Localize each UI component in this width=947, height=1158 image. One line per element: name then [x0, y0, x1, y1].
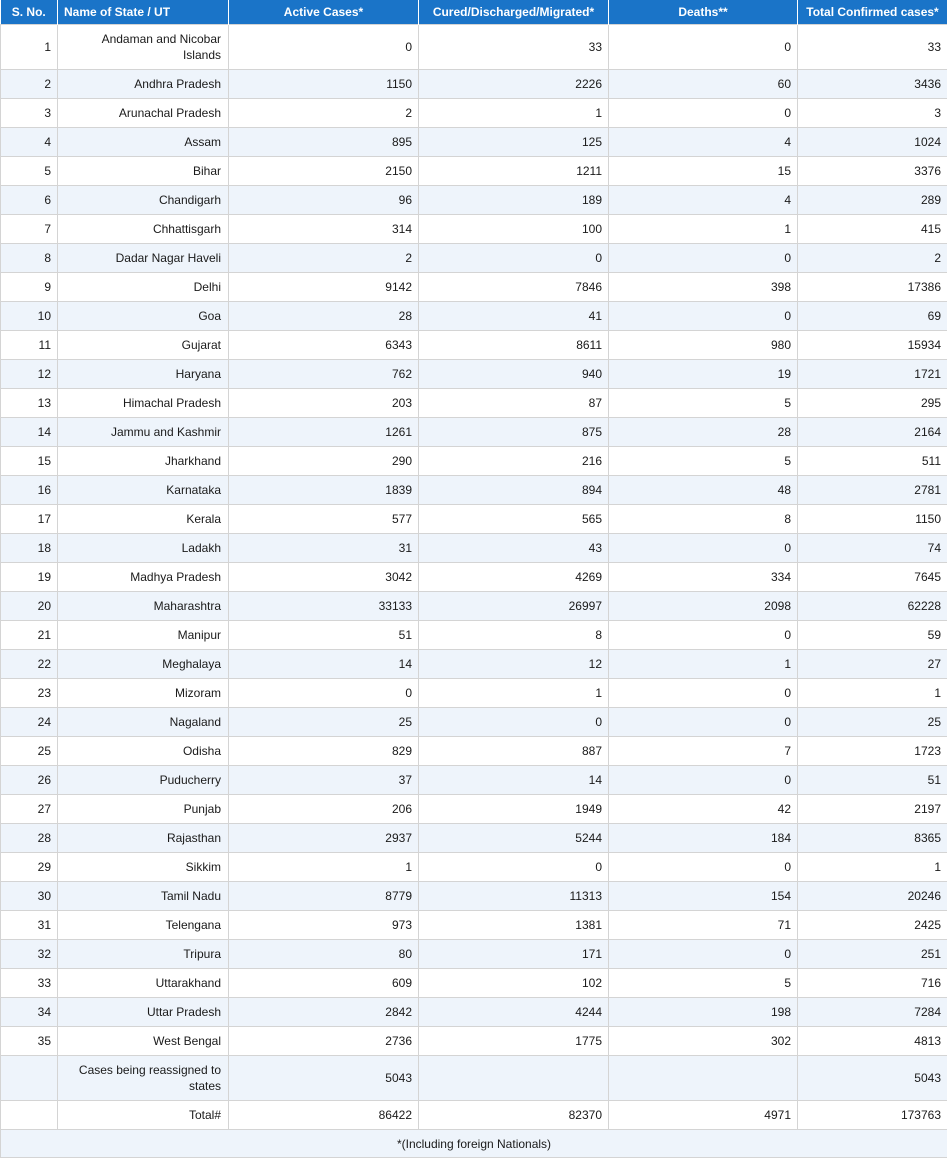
sno-cell: 1 — [1, 25, 58, 70]
sno-cell: 7 — [1, 215, 58, 244]
table-row — [1, 737, 947, 766]
table-row — [1, 534, 947, 563]
table-row — [1, 447, 947, 476]
total-confirmed-cell: 511 — [798, 447, 947, 476]
state-name-cell: Punjab — [58, 795, 229, 824]
active-cases-cell: 1 — [229, 853, 419, 882]
cured-cell: 940 — [419, 360, 609, 389]
sno-cell: 13 — [1, 389, 58, 418]
total-confirmed-cell: 5043 — [798, 1056, 947, 1101]
cured-cell — [419, 1056, 609, 1101]
state-name-cell: Himachal Pradesh — [58, 389, 229, 418]
sno-cell: 30 — [1, 882, 58, 911]
total-confirmed-cell: 3436 — [798, 70, 947, 99]
sno-cell: 12 — [1, 360, 58, 389]
state-name-cell: Madhya Pradesh — [58, 563, 229, 592]
total-confirmed-cell: 2781 — [798, 476, 947, 505]
total-confirmed-cell: 1721 — [798, 360, 947, 389]
cured-cell: 1211 — [419, 157, 609, 186]
deaths-cell: 0 — [609, 766, 798, 795]
active-cases-cell: 2150 — [229, 157, 419, 186]
state-name-cell: Cases being reassigned to states — [58, 1056, 229, 1101]
header-sno: S. No. — [1, 0, 58, 25]
total-confirmed-cell: 2164 — [798, 418, 947, 447]
cured-cell: 41 — [419, 302, 609, 331]
sno-cell: 6 — [1, 186, 58, 215]
total-confirmed-cell: 62228 — [798, 592, 947, 621]
state-name-cell: Andhra Pradesh — [58, 70, 229, 99]
deaths-cell: 5 — [609, 389, 798, 418]
deaths-cell: 4971 — [609, 1101, 798, 1130]
cured-cell: 2226 — [419, 70, 609, 99]
table-row — [1, 766, 947, 795]
state-name-cell: Jammu and Kashmir — [58, 418, 229, 447]
deaths-cell: 0 — [609, 244, 798, 273]
cured-cell: 1381 — [419, 911, 609, 940]
deaths-cell: 5 — [609, 969, 798, 998]
active-cases-cell: 206 — [229, 795, 419, 824]
sno-cell: 25 — [1, 737, 58, 766]
sno-cell: 21 — [1, 621, 58, 650]
total-confirmed-cell: 251 — [798, 940, 947, 969]
total-confirmed-cell: 15934 — [798, 331, 947, 360]
cured-cell: 102 — [419, 969, 609, 998]
sno-cell: 23 — [1, 679, 58, 708]
total-confirmed-cell: 59 — [798, 621, 947, 650]
sno-cell: 5 — [1, 157, 58, 186]
active-cases-cell: 33133 — [229, 592, 419, 621]
active-cases-cell: 28 — [229, 302, 419, 331]
cured-cell: 11313 — [419, 882, 609, 911]
total-confirmed-cell: 69 — [798, 302, 947, 331]
sno-cell: 10 — [1, 302, 58, 331]
total-confirmed-cell: 415 — [798, 215, 947, 244]
active-cases-cell: 3042 — [229, 563, 419, 592]
state-name-cell: Delhi — [58, 273, 229, 302]
table-row — [1, 99, 947, 128]
deaths-cell: 4 — [609, 128, 798, 157]
total-confirmed-cell: 2197 — [798, 795, 947, 824]
state-name-cell: Meghalaya — [58, 650, 229, 679]
cured-cell: 5244 — [419, 824, 609, 853]
total-confirmed-cell: 7645 — [798, 563, 947, 592]
cured-cell: 1949 — [419, 795, 609, 824]
cured-cell: 4269 — [419, 563, 609, 592]
active-cases-cell: 96 — [229, 186, 419, 215]
sno-cell: 22 — [1, 650, 58, 679]
cured-cell: 8 — [419, 621, 609, 650]
cured-cell: 887 — [419, 737, 609, 766]
active-cases-cell: 1261 — [229, 418, 419, 447]
sno-cell: 4 — [1, 128, 58, 157]
sno-cell: 24 — [1, 708, 58, 737]
deaths-cell: 4 — [609, 186, 798, 215]
total-confirmed-cell: 17386 — [798, 273, 947, 302]
state-name-cell: Gujarat — [58, 331, 229, 360]
sno-cell: 15 — [1, 447, 58, 476]
sno-cell: 31 — [1, 911, 58, 940]
table-row — [1, 331, 947, 360]
cured-cell: 100 — [419, 215, 609, 244]
cured-cell: 0 — [419, 708, 609, 737]
active-cases-cell: 973 — [229, 911, 419, 940]
sno-cell: 34 — [1, 998, 58, 1027]
table-row — [1, 563, 947, 592]
active-cases-cell: 609 — [229, 969, 419, 998]
total-confirmed-cell: 2425 — [798, 911, 947, 940]
active-cases-cell: 577 — [229, 505, 419, 534]
cured-cell: 189 — [419, 186, 609, 215]
deaths-cell: 2098 — [609, 592, 798, 621]
deaths-cell: 0 — [609, 99, 798, 128]
cured-cell: 87 — [419, 389, 609, 418]
cured-cell: 875 — [419, 418, 609, 447]
total-confirmed-cell: 3376 — [798, 157, 947, 186]
table-row — [1, 186, 947, 215]
state-name-cell: West Bengal — [58, 1027, 229, 1056]
total-confirmed-cell: 1024 — [798, 128, 947, 157]
state-name-cell: Sikkim — [58, 853, 229, 882]
cured-cell: 125 — [419, 128, 609, 157]
active-cases-cell: 895 — [229, 128, 419, 157]
active-cases-cell: 290 — [229, 447, 419, 476]
table-row — [1, 215, 947, 244]
sno-cell: 26 — [1, 766, 58, 795]
header-state-name: Name of State / UT — [58, 0, 229, 25]
sno-cell: 29 — [1, 853, 58, 882]
table-row — [1, 940, 947, 969]
deaths-cell: 302 — [609, 1027, 798, 1056]
total-confirmed-cell: 20246 — [798, 882, 947, 911]
table-row — [1, 128, 947, 157]
deaths-cell: 0 — [609, 853, 798, 882]
cured-cell: 171 — [419, 940, 609, 969]
table-row — [1, 389, 947, 418]
deaths-cell: 0 — [609, 940, 798, 969]
deaths-cell: 398 — [609, 273, 798, 302]
active-cases-cell: 0 — [229, 25, 419, 70]
active-cases-cell: 8779 — [229, 882, 419, 911]
deaths-cell: 0 — [609, 25, 798, 70]
deaths-cell: 42 — [609, 795, 798, 824]
active-cases-cell: 2 — [229, 244, 419, 273]
deaths-cell: 8 — [609, 505, 798, 534]
deaths-cell: 980 — [609, 331, 798, 360]
table-row — [1, 244, 947, 273]
cured-cell: 1 — [419, 99, 609, 128]
active-cases-cell: 762 — [229, 360, 419, 389]
state-name-cell: Andaman and Nicobar Islands — [58, 25, 229, 70]
total-confirmed-cell: 74 — [798, 534, 947, 563]
sno-cell: 3 — [1, 99, 58, 128]
total-confirmed-cell: 295 — [798, 389, 947, 418]
table-row — [1, 505, 947, 534]
footnote-row — [1, 1130, 947, 1158]
sno-cell: 33 — [1, 969, 58, 998]
active-cases-cell: 2842 — [229, 998, 419, 1027]
deaths-cell: 0 — [609, 302, 798, 331]
table-row — [1, 795, 947, 824]
cured-cell: 4244 — [419, 998, 609, 1027]
cured-cell: 0 — [419, 244, 609, 273]
table-row — [1, 1027, 947, 1056]
active-cases-cell: 86422 — [229, 1101, 419, 1130]
cured-cell: 26997 — [419, 592, 609, 621]
table-row — [1, 157, 947, 186]
state-name-cell: Arunachal Pradesh — [58, 99, 229, 128]
table-row — [1, 592, 947, 621]
deaths-cell: 0 — [609, 708, 798, 737]
deaths-cell: 0 — [609, 621, 798, 650]
table-row — [1, 853, 947, 882]
state-name-cell: Assam — [58, 128, 229, 157]
total-confirmed-cell: 3 — [798, 99, 947, 128]
active-cases-cell: 51 — [229, 621, 419, 650]
sno-cell: 11 — [1, 331, 58, 360]
deaths-cell: 28 — [609, 418, 798, 447]
state-name-cell: Dadar Nagar Haveli — [58, 244, 229, 273]
state-name-cell: Chhattisgarh — [58, 215, 229, 244]
table-row — [1, 969, 947, 998]
active-cases-cell: 80 — [229, 940, 419, 969]
active-cases-cell: 1839 — [229, 476, 419, 505]
deaths-cell: 60 — [609, 70, 798, 99]
sno-cell — [1, 1101, 58, 1130]
sno-cell: 17 — [1, 505, 58, 534]
header-deaths: Deaths** — [609, 0, 798, 25]
deaths-cell: 71 — [609, 911, 798, 940]
deaths-cell: 19 — [609, 360, 798, 389]
cured-cell: 33 — [419, 25, 609, 70]
active-cases-cell: 829 — [229, 737, 419, 766]
active-cases-cell: 25 — [229, 708, 419, 737]
active-cases-cell: 2736 — [229, 1027, 419, 1056]
active-cases-cell: 0 — [229, 679, 419, 708]
state-name-cell: Tripura — [58, 940, 229, 969]
cured-cell: 1775 — [419, 1027, 609, 1056]
total-confirmed-cell: 289 — [798, 186, 947, 215]
cured-cell: 1 — [419, 679, 609, 708]
cured-cell: 43 — [419, 534, 609, 563]
state-name-cell: Mizoram — [58, 679, 229, 708]
state-name-cell: Rajasthan — [58, 824, 229, 853]
table-row — [1, 360, 947, 389]
total-confirmed-cell: 51 — [798, 766, 947, 795]
cured-cell: 0 — [419, 853, 609, 882]
active-cases-cell: 6343 — [229, 331, 419, 360]
active-cases-cell: 31 — [229, 534, 419, 563]
active-cases-cell: 2 — [229, 99, 419, 128]
table-row — [1, 708, 947, 737]
cured-cell: 82370 — [419, 1101, 609, 1130]
total-confirmed-cell: 173763 — [798, 1101, 947, 1130]
table-row — [1, 476, 947, 505]
table-row — [1, 679, 947, 708]
active-cases-cell: 314 — [229, 215, 419, 244]
header-row — [1, 0, 947, 25]
table-row — [1, 882, 947, 911]
state-name-cell: Maharashtra — [58, 592, 229, 621]
deaths-cell — [609, 1056, 798, 1101]
active-cases-cell: 5043 — [229, 1056, 419, 1101]
table-row — [1, 25, 947, 70]
table-row — [1, 650, 947, 679]
state-name-cell: Bihar — [58, 157, 229, 186]
cured-cell: 565 — [419, 505, 609, 534]
header-cured: Cured/Discharged/Migrated* — [419, 0, 609, 25]
total-confirmed-cell: 25 — [798, 708, 947, 737]
sno-cell: 14 — [1, 418, 58, 447]
table-row — [1, 1101, 947, 1130]
state-name-cell: Total# — [58, 1101, 229, 1130]
state-name-cell: Odisha — [58, 737, 229, 766]
cured-cell: 8611 — [419, 331, 609, 360]
active-cases-cell: 14 — [229, 650, 419, 679]
deaths-cell: 15 — [609, 157, 798, 186]
sno-cell: 28 — [1, 824, 58, 853]
deaths-cell: 1 — [609, 215, 798, 244]
deaths-cell: 7 — [609, 737, 798, 766]
table-row — [1, 824, 947, 853]
deaths-cell: 1 — [609, 650, 798, 679]
table-row — [1, 70, 947, 99]
sno-cell: 9 — [1, 273, 58, 302]
cured-cell: 216 — [419, 447, 609, 476]
deaths-cell: 0 — [609, 679, 798, 708]
table-row — [1, 998, 947, 1027]
active-cases-cell: 2937 — [229, 824, 419, 853]
state-name-cell: Puducherry — [58, 766, 229, 795]
state-name-cell: Uttar Pradesh — [58, 998, 229, 1027]
sno-cell: 8 — [1, 244, 58, 273]
total-confirmed-cell: 8365 — [798, 824, 947, 853]
sno-cell: 2 — [1, 70, 58, 99]
sno-cell: 32 — [1, 940, 58, 969]
sno-cell: 16 — [1, 476, 58, 505]
state-name-cell: Goa — [58, 302, 229, 331]
state-name-cell: Jharkhand — [58, 447, 229, 476]
deaths-cell: 5 — [609, 447, 798, 476]
active-cases-cell: 203 — [229, 389, 419, 418]
deaths-cell: 48 — [609, 476, 798, 505]
state-name-cell: Haryana — [58, 360, 229, 389]
sno-cell: 20 — [1, 592, 58, 621]
table-row — [1, 911, 947, 940]
state-name-cell: Manipur — [58, 621, 229, 650]
sno-cell: 19 — [1, 563, 58, 592]
total-confirmed-cell: 4813 — [798, 1027, 947, 1056]
total-confirmed-cell: 27 — [798, 650, 947, 679]
sno-cell: 35 — [1, 1027, 58, 1056]
cured-cell: 7846 — [419, 273, 609, 302]
sno-cell — [1, 1056, 58, 1101]
active-cases-cell: 37 — [229, 766, 419, 795]
deaths-cell: 334 — [609, 563, 798, 592]
state-name-cell: Tamil Nadu — [58, 882, 229, 911]
deaths-cell: 0 — [609, 534, 798, 563]
state-name-cell: Uttarakhand — [58, 969, 229, 998]
header-total-confirmed: Total Confirmed cases* — [798, 0, 947, 25]
state-name-cell: Ladakh — [58, 534, 229, 563]
table-row — [1, 273, 947, 302]
state-name-cell: Nagaland — [58, 708, 229, 737]
total-confirmed-cell: 2 — [798, 244, 947, 273]
table-row — [1, 302, 947, 331]
sno-cell: 18 — [1, 534, 58, 563]
total-confirmed-cell: 7284 — [798, 998, 947, 1027]
total-confirmed-cell: 1 — [798, 853, 947, 882]
header-active-cases: Active Cases* — [229, 0, 419, 25]
deaths-cell: 154 — [609, 882, 798, 911]
state-name-cell: Telengana — [58, 911, 229, 940]
state-name-cell: Chandigarh — [58, 186, 229, 215]
table-row — [1, 1056, 947, 1101]
total-confirmed-cell: 33 — [798, 25, 947, 70]
total-confirmed-cell: 716 — [798, 969, 947, 998]
state-name-cell: Karnataka — [58, 476, 229, 505]
cured-cell: 894 — [419, 476, 609, 505]
cured-cell: 12 — [419, 650, 609, 679]
footnote: *(Including foreign Nationals) — [1, 1130, 947, 1158]
state-name-cell: Kerala — [58, 505, 229, 534]
total-confirmed-cell: 1723 — [798, 737, 947, 766]
total-confirmed-cell: 1150 — [798, 505, 947, 534]
cured-cell: 14 — [419, 766, 609, 795]
table-row — [1, 418, 947, 447]
total-confirmed-cell: 1 — [798, 679, 947, 708]
sno-cell: 27 — [1, 795, 58, 824]
deaths-cell: 198 — [609, 998, 798, 1027]
active-cases-cell: 1150 — [229, 70, 419, 99]
table-row — [1, 621, 947, 650]
active-cases-cell: 9142 — [229, 273, 419, 302]
deaths-cell: 184 — [609, 824, 798, 853]
